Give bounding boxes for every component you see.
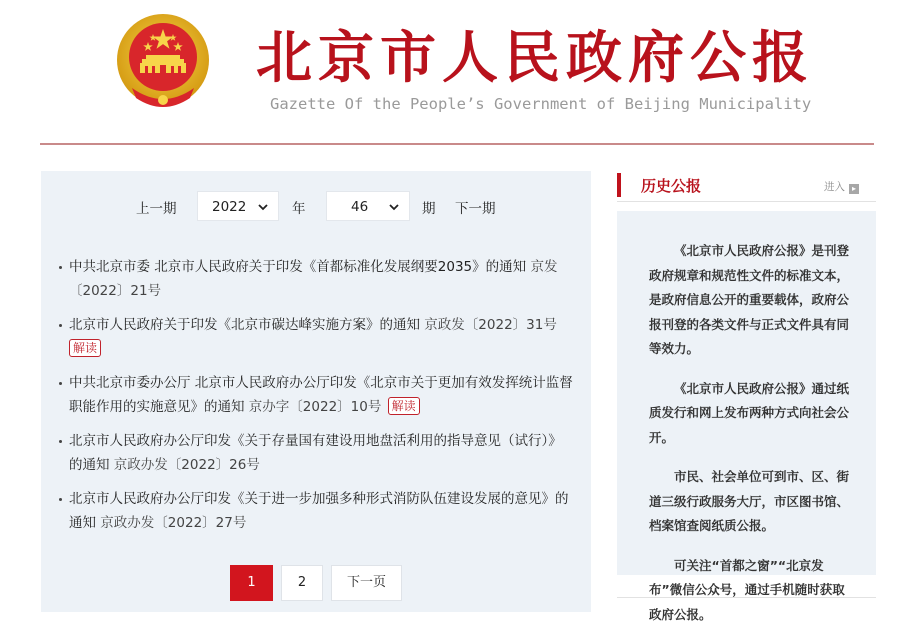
sidebar-header xyxy=(617,173,876,197)
info-paragraph: 《北京市人民政府公报》是刊登政府规章和规范性文件的标准文本，是政府信息公开的重要载体，政府公报刊登的各类文件与正式文件具有同等效力。 xyxy=(649,239,850,362)
next-page-button[interactable]: 下一页 xyxy=(331,565,402,601)
sidebar-bottom-divider xyxy=(617,597,876,598)
site-header xyxy=(0,0,920,146)
gazette-issue-panel xyxy=(41,171,591,612)
bullet xyxy=(59,382,62,385)
bullet xyxy=(59,440,62,443)
sidebar-divider xyxy=(617,201,876,202)
list-item xyxy=(59,371,574,419)
document-number: 京政办发〔2022〕26号 xyxy=(114,457,260,473)
document-number: 京办字〔2022〕10号 xyxy=(249,399,382,415)
info-paragraph: 可关注“首都之窗”“北京发布”微信公众号，通过手机随时获取政府公报。 xyxy=(649,554,850,627)
issue-select[interactable] xyxy=(326,191,410,221)
issue-select-value: 46 xyxy=(351,199,368,215)
page-2-button[interactable]: 2 xyxy=(281,565,323,601)
page-1-button[interactable]: 1 xyxy=(230,565,273,601)
interpretation-badge[interactable]: 解读 xyxy=(388,397,420,415)
site-subtitle: Gazette Of the People’s Government of Beijing Municipality xyxy=(270,95,811,113)
chevron-down-icon xyxy=(257,201,269,213)
bullet xyxy=(59,324,62,327)
document-title-link[interactable]: 北京市人民政府办公厅印发《关于存量国有建设用地盘活利用的指导意见（试行）》的通知 xyxy=(69,433,562,473)
document-title-link[interactable]: 北京市人民政府关于印发《北京市碳达峰实施方案》的通知 xyxy=(69,317,420,333)
site-title: 北京市人民政府公报 xyxy=(256,14,814,94)
bullet xyxy=(59,266,62,269)
section-marker xyxy=(617,173,621,197)
prev-issue-link[interactable]: 上一期 xyxy=(136,197,177,217)
document-number: 京发〔2022〕21号 xyxy=(69,259,557,299)
bullet xyxy=(59,498,62,501)
arrow-right-icon: ▸ xyxy=(849,184,859,194)
chevron-down-icon xyxy=(388,201,400,213)
next-issue-link[interactable]: 下一期 xyxy=(455,197,496,217)
list-item xyxy=(59,313,574,361)
document-title-link[interactable]: 中共北京市委 北京市人民政府关于印发《首都标准化发展纲要2035》的通知 xyxy=(69,259,526,275)
header-divider xyxy=(40,143,874,145)
year-select[interactable] xyxy=(197,191,279,221)
document-number: 京政办发〔2022〕27号 xyxy=(100,515,246,531)
year-select-value: 2022 xyxy=(212,199,246,215)
year-unit-label: 年 xyxy=(292,197,306,217)
gazette-info-box xyxy=(617,211,876,575)
history-more-link[interactable] xyxy=(824,179,859,194)
document-list xyxy=(59,255,574,545)
issue-navigation xyxy=(41,191,591,221)
list-item xyxy=(59,429,574,477)
national-emblem-icon xyxy=(112,12,214,114)
document-title-link[interactable]: 北京市人民政府办公厅印发《关于进一步加强多种形式消防队伍建设发展的意见》的通知 xyxy=(69,491,569,531)
list-item xyxy=(59,255,574,303)
more-link-label: 进入 xyxy=(824,181,845,193)
issue-unit-label: 期 xyxy=(422,197,436,217)
sidebar-title: 历史公报 xyxy=(641,175,701,196)
interpretation-badge[interactable]: 解读 xyxy=(69,339,101,357)
document-number: 京政发〔2022〕31号 xyxy=(424,317,557,333)
info-paragraph: 《北京市人民政府公报》通过纸质发行和网上发布两种方式向社会公开。 xyxy=(649,377,850,451)
document-title-link[interactable]: 中共北京市委办公厅 北京市人民政府办公厅印发《北京市关于更加有效发挥统计监督职能作用的实施意见》的通知 xyxy=(69,375,573,415)
list-item xyxy=(59,487,574,535)
info-paragraph: 市民、社会单位可到市、区、街道三级行政服务大厅，市区图书馆、档案馆查阅纸质公报。 xyxy=(649,465,850,539)
